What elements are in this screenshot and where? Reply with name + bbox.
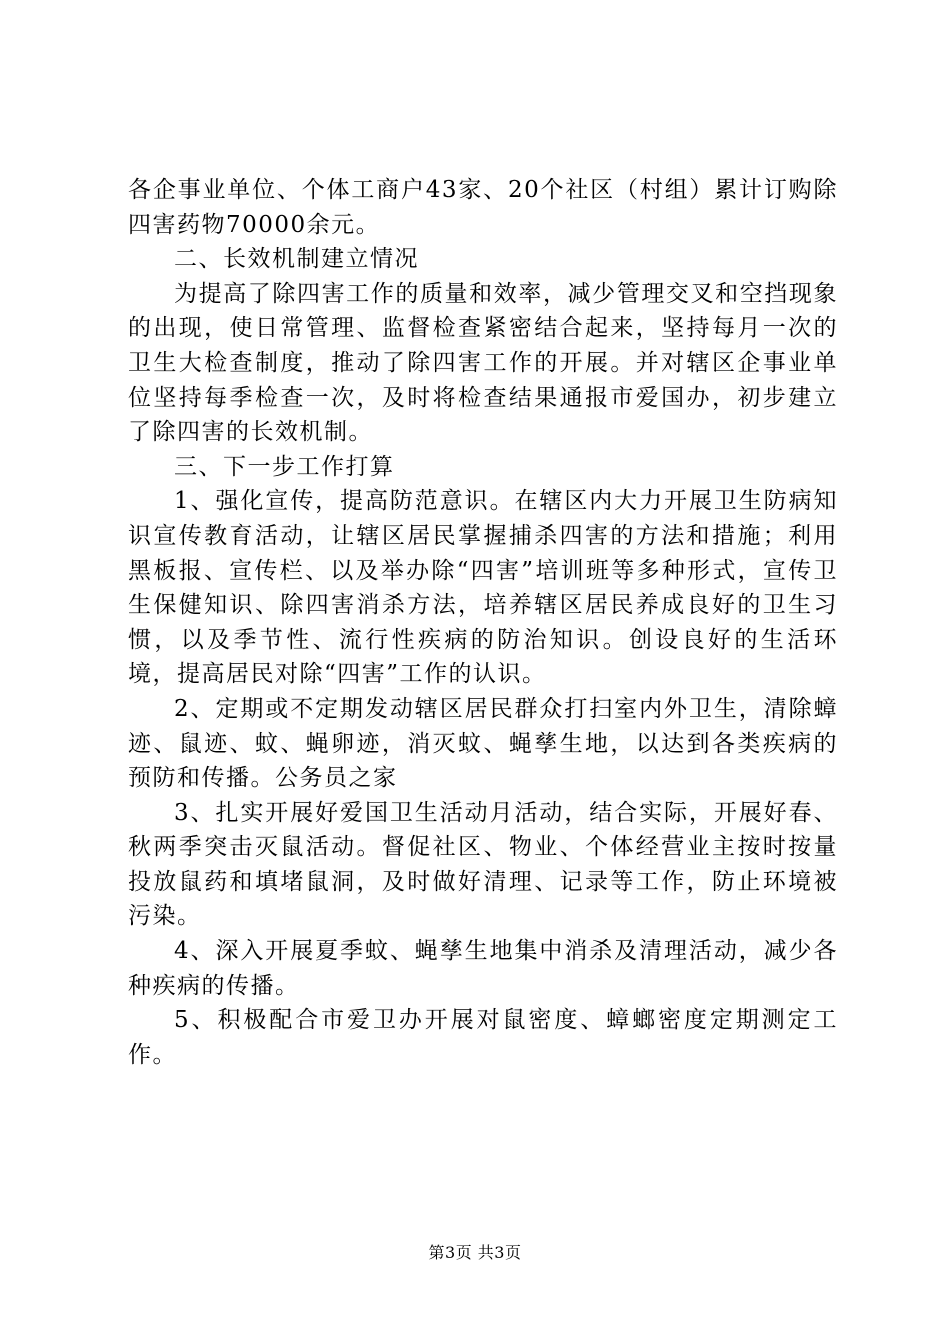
list-item-3: 3、扎实开展好爱国卫生活动月活动，结合实际，开展好春、秋两季突击灭鼠活动。督促社区、物业、个体经营业主按时按量投放鼠药和填堵鼠洞，及时做好清理、记录等工作，防止环境被污染。 — [128, 799, 838, 930]
list-item-2: 2、定期或不定期发动辖区居民群众打扫室内外卫生，清除蟑迹、鼠迹、蚊、蝇卵迹，消灭蚊、蝇孳生地，以达到各类疾病的预防和传播。公务员之家 — [128, 695, 838, 792]
document-body — [128, 173, 838, 1072]
section-heading-next-steps: 三、下一步工作打算 — [174, 453, 395, 480]
paragraph-mechanism: 为提高了除四害工作的质量和效率，减少管理交叉和空挡现象的出现，使日常管理、监督检查紧密结合起来，坚持每月一次的卫生大检查制度，推动了除四害工作的开展。并对辖区企事业单位坚持每季检查一次，及时将检查结果通报市爱国办，初步建立了除四害的长效机制。 — [128, 280, 838, 446]
page-number: 第3页 共3页 — [428, 1243, 522, 1262]
section-heading-mechanism: 二、长效机制建立情况 — [174, 246, 419, 273]
paragraph-continuation: 各企事业单位、个体工商户43家、20个社区（村组）累计订购除四害药物70000余元。 — [128, 177, 838, 238]
list-item-1: 1、强化宣传，提高防范意识。在辖区内大力开展卫生防病知识宣传教育活动，让辖区居民掌握捕杀四害的方法和措施；利用黑板报、宣传栏、以及举办除“四害”培训班等多种形式，宣传卫生保健知识、除四害消杀方法，培养辖区居民养成良好的卫生习惯，以及季节性、流行性疾病的防治知识。创设良好的生活环境，提高居民对除“四害”工作的认识。 — [128, 488, 838, 688]
list-item-5: 5、积极配合市爱卫办开展对鼠密度、蟑螂密度定期测定工作。 — [128, 1007, 838, 1068]
list-item-4: 4、深入开展夏季蚊、蝇孳生地集中消杀及清理活动，减少各种疾病的传播。 — [128, 938, 838, 999]
page-footer — [0, 1243, 950, 1263]
